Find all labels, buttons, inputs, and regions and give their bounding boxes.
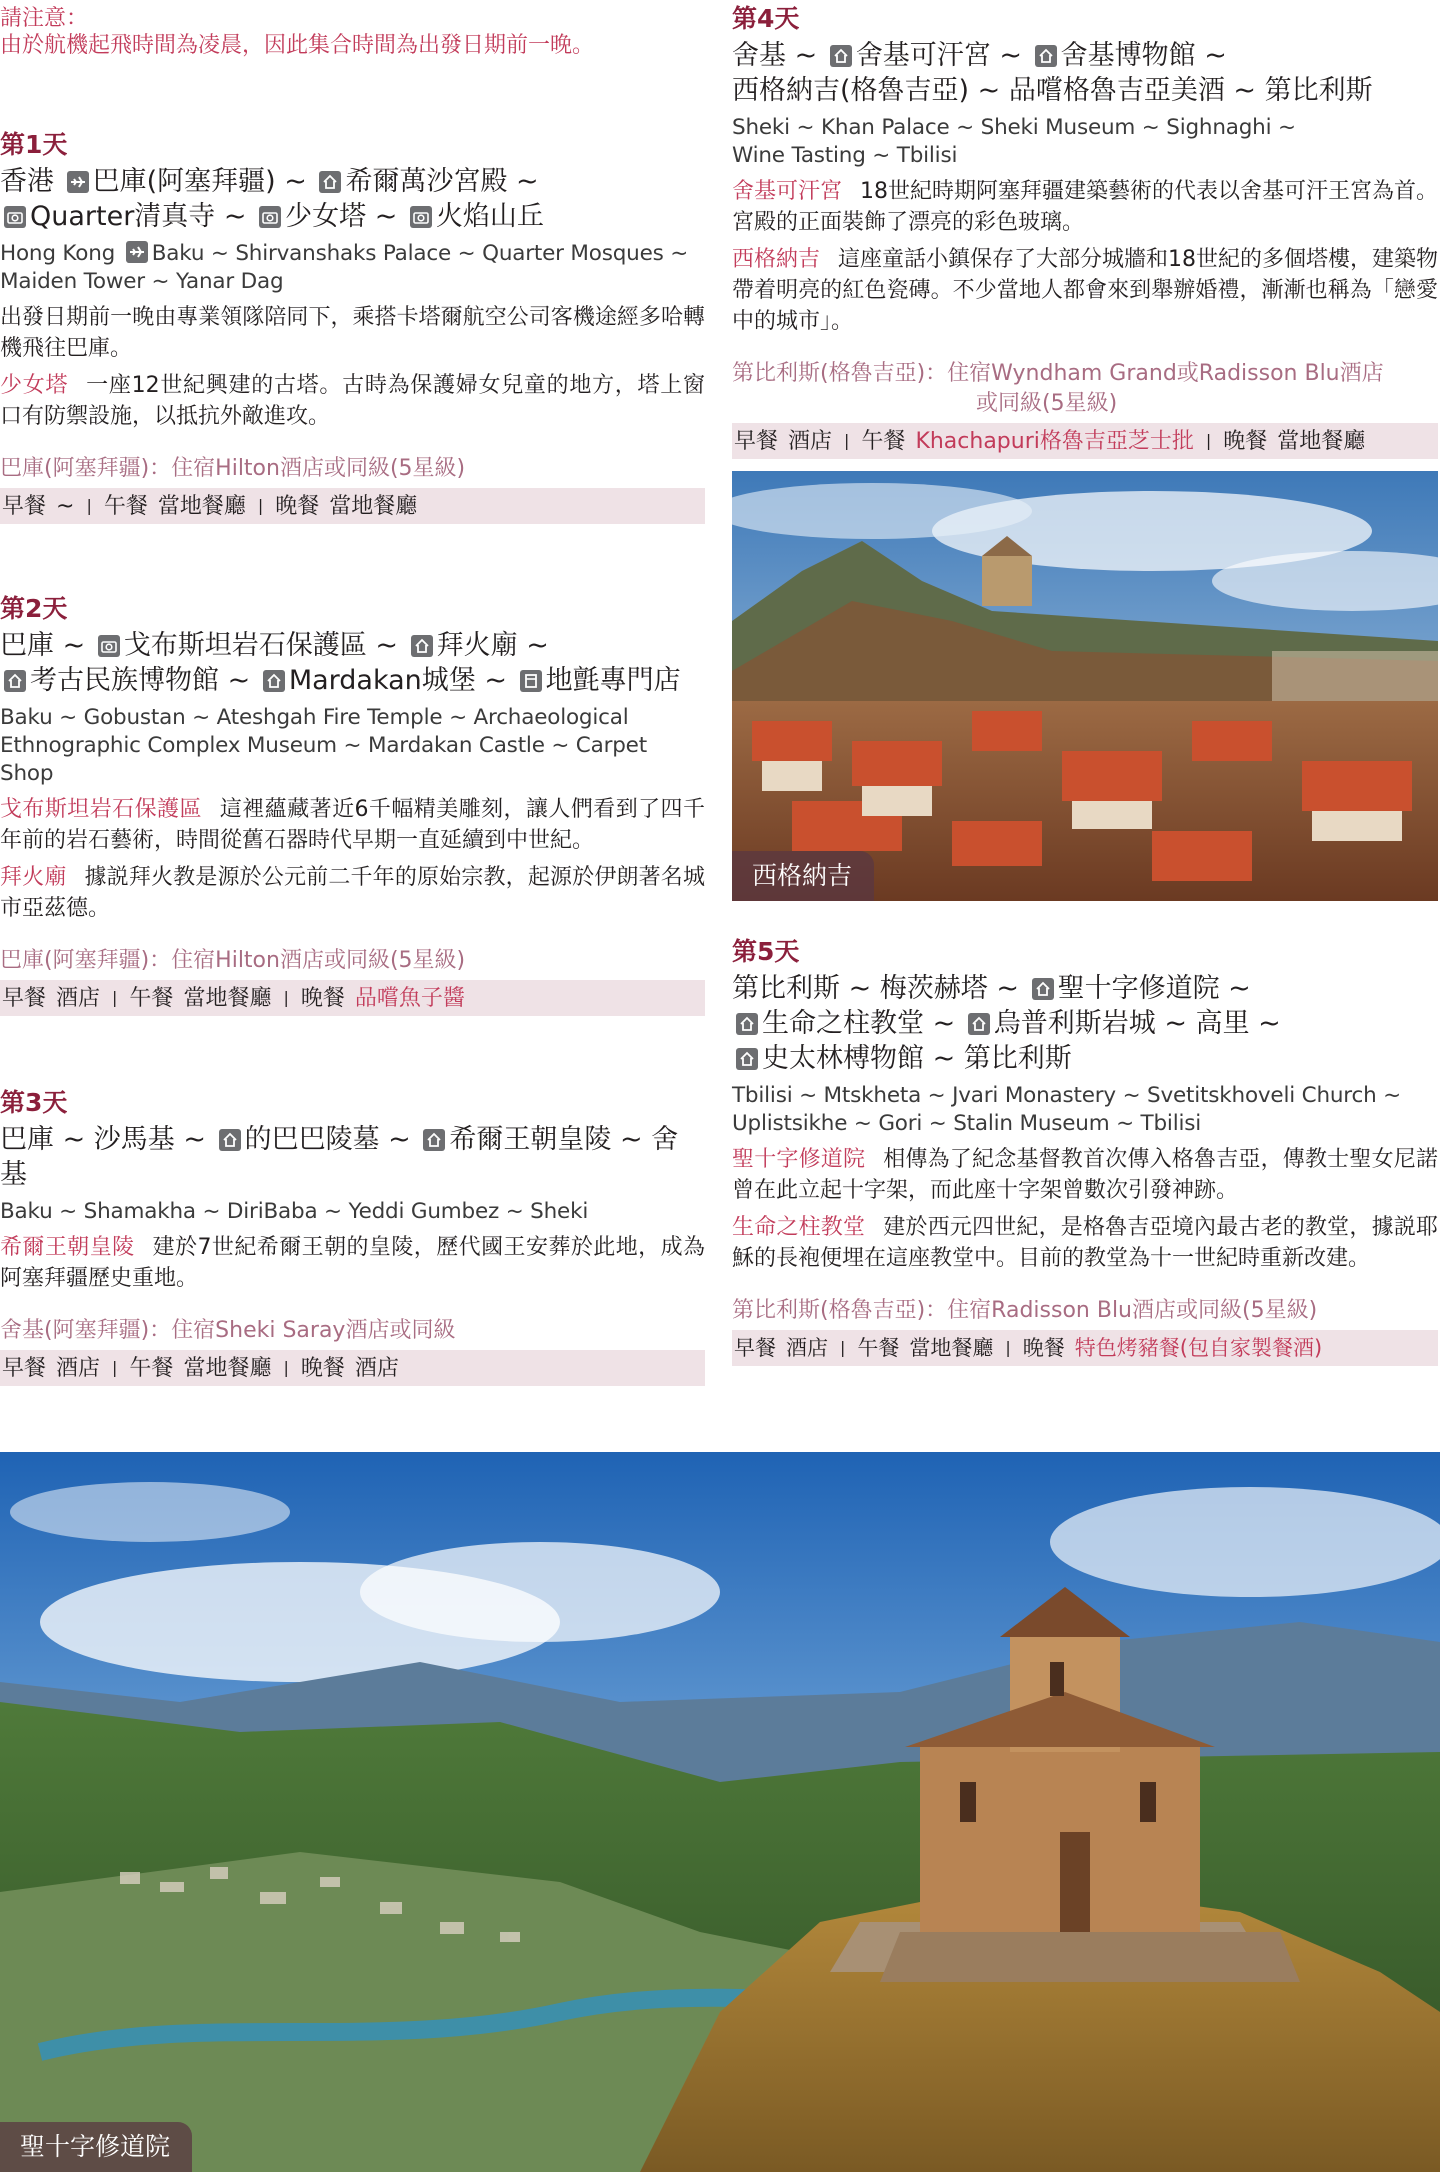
route-stop: Quarter清真寺 ~ xyxy=(30,201,247,232)
day3-meals: 早餐 酒店 | 午餐 當地餐廳 | 晚餐 酒店 xyxy=(0,1350,705,1386)
day2-route: 巴庫 ~ 戈布斯坦岩石保護區 ~ 拜火廟 ~ 考古民族博物館 ~ Mardakan城堡 ~ 地氈專門店 xyxy=(0,630,681,696)
route-stop: 希爾萬沙宮殿 ~ xyxy=(345,166,539,197)
camera-icon xyxy=(4,206,26,228)
left-column xyxy=(0,0,705,1386)
day2-route-en: Baku ~ Gobustan ~ Ateshgah Fire Temple ~ Archaeological Ethnographic Complex Museum ~ Mardakan Castle ~ Carpet Shop xyxy=(0,705,647,786)
route-stop: 火焰山丘 xyxy=(435,201,544,232)
day3-route: 巴庫 ~ 沙馬基 ~ 的巴巴陵墓 ~ 希爾王朝皇陵 ~ 舍基 xyxy=(0,1124,679,1190)
day4-route: 舍基 ~ 舍基可汗宮 ~ 舍基博物館 ~ 西格納吉(格魯吉亞) ~ 品嚐格魯吉亞美酒 ~ 第比利斯 xyxy=(732,40,1373,106)
day1-route-en: Hong Kong Baku ~ Shirvanshaks Palace ~ Quarter Mosques ~ Maiden Tower ~ Yanar Dag xyxy=(0,241,689,294)
route-stop: 香港 xyxy=(0,166,54,197)
day5-heading: 第5天 xyxy=(732,937,800,966)
day5-route-en: Tbilisi ~ Mtskheta ~ Jvari Monastery ~ Svetitskhoveli Church ~ Uplistsikhe ~ Gori ~ Stalin Museum ~ Tbilisi xyxy=(732,1083,1401,1136)
day4-meals: 早餐 酒店 | 午餐 Khachapuri格魯吉亞芝士批 | 晚餐 當地餐廳 xyxy=(732,423,1438,459)
shop-icon xyxy=(520,670,542,692)
sighnaghi-caption: 西格納吉 xyxy=(732,851,874,901)
route-stop: 少女塔 ~ xyxy=(285,201,398,232)
day1-intro: 出發日期前一晚由專業領隊陪同下，乘搭卡塔爾航空公司客機途經多哈轉機飛往巴庫。 xyxy=(0,305,705,361)
day4-highlight-2: 西格納吉 這座童話小鎮保存了大部分城牆和18世紀的多個塔樓，建築物帶着明亮的紅色瓷磚。不少當地人都會來到舉辦婚禮，漸漸也稱為「戀愛中的城市」。 xyxy=(732,247,1439,334)
landmark-icon xyxy=(411,635,433,657)
jvari-caption: 聖十字修道院 xyxy=(0,2122,192,2172)
day3-hotel: 舍基(阿塞拜疆)：住宿Sheki Saray酒店或同級 xyxy=(0,1318,456,1343)
day5-hotel: 第比利斯(格魯吉亞)：住宿Radisson Blu酒店或同級(5星級) xyxy=(732,1298,1318,1323)
day1-meals: 早餐 ~ | 午餐 當地餐廳 | 晚餐 當地餐廳 xyxy=(0,488,705,524)
day1-section xyxy=(0,130,705,524)
day1-hotel: 巴庫(阿塞拜疆)：住宿Hilton酒店或同級(5星級) xyxy=(0,456,466,481)
landmark-icon xyxy=(830,45,852,67)
day3-section xyxy=(0,1088,705,1386)
right-column xyxy=(732,0,1438,1366)
landmark-icon xyxy=(263,670,285,692)
sighnaghi-scene xyxy=(732,471,1438,901)
day1-highlight: 少女塔 一座12世紀興建的古塔。古時為保護婦女兒童的地方，塔上窗口有防禦設施，以抵抗外敵進攻。 xyxy=(0,373,705,429)
day4-hotel: 第比利斯(格魯吉亞)：住宿Wyndham Grand或Radisson Blu酒店 或同級(5星級) xyxy=(732,361,1384,416)
landmark-icon xyxy=(319,171,341,193)
day4-section xyxy=(732,4,1438,459)
landmark-icon xyxy=(4,670,26,692)
day2-heading: 第2天 xyxy=(0,594,68,623)
day2-hotel: 巴庫(阿塞拜疆)：住宿Hilton酒店或同級(5星級) xyxy=(0,948,466,973)
day4-route-en: Sheki ~ Khan Palace ~ Sheki Museum ~ Sighnaghi ~ Wine Tasting ~ Tbilisi xyxy=(732,115,1296,168)
landmark-icon xyxy=(1035,45,1057,67)
camera-icon xyxy=(410,206,432,228)
camera-icon xyxy=(98,635,120,657)
day4-heading: 第4天 xyxy=(732,4,800,33)
day2-highlight-1: 戈布斯坦岩石保護區 這裡蘊藏著近6千幅精美雕刻，讓人們看到了四千年前的岩石藝術，時間從舊石器時代早期一直延續到中世紀。 xyxy=(0,797,705,853)
landmark-icon xyxy=(736,1013,758,1035)
day5-highlight-1: 聖十字修道院 相傳為了紀念基督教首次傳入格魯吉亞，傳教士聖女尼諾曾在此立起十字架，而此座十字架曾數次引發神跡。 xyxy=(732,1147,1438,1203)
landmark-icon xyxy=(423,1129,445,1151)
day3-heading: 第3天 xyxy=(0,1088,68,1117)
day2-highlight-2: 拜火廟 據説拜火教是源於公元前二千年的原始宗教，起源於伊朗著名城市亞茲德。 xyxy=(0,865,705,921)
route-stop: 巴庫(阿塞拜疆) ~ xyxy=(92,166,307,197)
sighnaghi-photo xyxy=(732,471,1438,901)
notice-text: 由於航機起飛時間為凌晨，因此集合時間為出發日期前一晚。 xyxy=(0,33,595,58)
notice-block xyxy=(0,6,705,60)
notice-title: 請注意： xyxy=(0,6,89,31)
plane-icon xyxy=(126,241,148,263)
day2-section xyxy=(0,594,705,1016)
landmark-icon xyxy=(219,1129,241,1151)
day5-route: 第比利斯 ~ 梅茨赫塔 ~ 聖十字修道院 ~ 生命之柱教堂 ~ 烏普利斯岩城 ~ 高里 ~ 史太林榑物館 ~ 第比利斯 xyxy=(732,973,1281,1074)
day4-highlight-1: 舍基可汗宮 18世紀時期阿塞拜疆建築藝術的代表以舍基可汗王宮為首。宮殿的正面裝飾了漂亮的彩色玻璃。 xyxy=(732,179,1439,235)
day5-highlight-2: 生命之柱教堂 建於西元四世紀，是格魯吉亞境內最古老的教堂，據説耶穌的長袍便埋在這座教堂中。目前的教堂為十一世紀時重新改建。 xyxy=(732,1215,1438,1271)
landmark-icon xyxy=(736,1048,758,1070)
jvari-monastery-photo xyxy=(0,1452,1440,2172)
jvari-scene xyxy=(0,1452,1440,2172)
day1-heading: 第1天 xyxy=(0,130,68,159)
landmark-icon xyxy=(968,1013,990,1035)
day5-section xyxy=(732,937,1438,1366)
landmark-icon xyxy=(1032,978,1054,1000)
day2-meals: 早餐 酒店 | 午餐 當地餐廳 | 晚餐 品嚐魚子醬 xyxy=(0,980,705,1016)
camera-icon xyxy=(259,206,281,228)
day5-meals: 早餐 酒店 | 午餐 當地餐廳 | 晚餐 特色烤豬餐(包自家製餐酒) xyxy=(732,1330,1438,1366)
plane-icon xyxy=(67,171,89,193)
day3-highlight: 希爾王朝皇陵 建於7世紀希爾王朝的皇陵，歷代國王安葬於此地，成為阿塞拜疆歷史重地。 xyxy=(0,1235,705,1291)
day1-route xyxy=(0,164,705,234)
day3-route-en: Baku ~ Shamakha ~ DiriBaba ~ Yeddi Gumbez ~ Sheki xyxy=(0,1199,589,1224)
